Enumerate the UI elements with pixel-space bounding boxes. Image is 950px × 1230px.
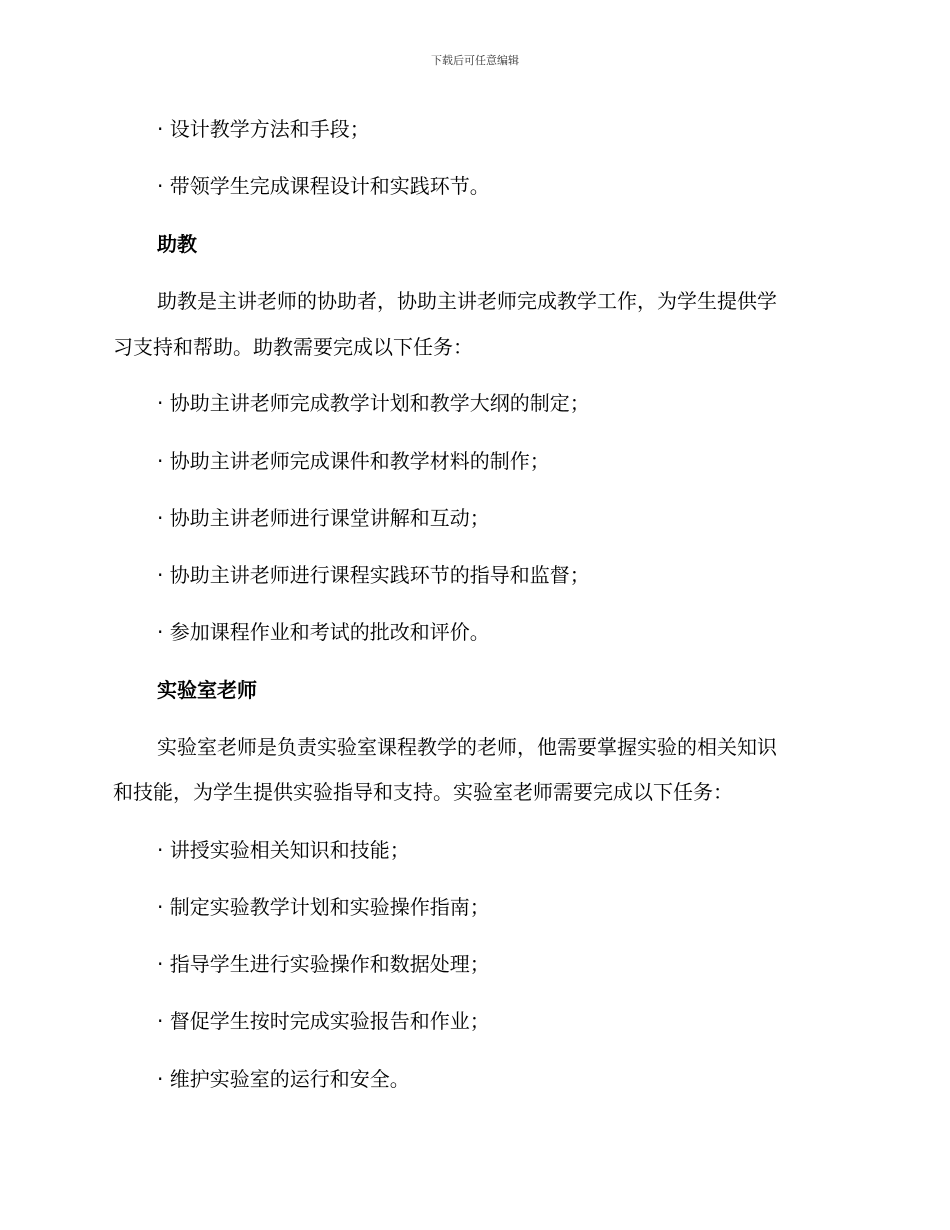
bullet-item: · 协助主讲老师完成教学计划和教学大纲的制定； xyxy=(157,391,590,415)
bullet-item: · 协助主讲老师进行课程实践环节的指导和监督； xyxy=(157,563,590,587)
section-heading: 助教 xyxy=(157,232,197,256)
paragraph-line: 实验室老师是负责实验室课程教学的老师，他需要掌握实验的相关知识 xyxy=(157,735,777,759)
section-heading: 实验室老师 xyxy=(157,678,257,702)
page-header: 下载后可任意编辑 xyxy=(431,54,519,67)
bullet-item: · 督促学生按时完成实验报告和作业； xyxy=(157,1009,490,1033)
bullet-item: · 设计教学方法和手段； xyxy=(157,117,370,141)
bullet-item: · 讲授实验相关知识和技能； xyxy=(157,838,410,862)
bullet-item: · 维护实验室的运行和安全。 xyxy=(157,1067,410,1091)
bullet-item: · 指导学生进行实验操作和数据处理； xyxy=(157,952,490,976)
bullet-item: · 协助主讲老师进行课堂讲解和互动； xyxy=(157,506,490,530)
bullet-item: · 制定实验教学计划和实验操作指南； xyxy=(157,895,490,919)
paragraph-line: 习支持和帮助。助教需要完成以下任务： xyxy=(113,335,473,359)
bullet-item: · 协助主讲老师完成课件和教学材料的制作； xyxy=(157,449,550,473)
bullet-item: · 参加课程作业和考试的批改和评价。 xyxy=(157,620,490,644)
bullet-item: · 带领学生完成课程设计和实践环节。 xyxy=(157,174,490,198)
paragraph-line: 助教是主讲老师的协助者，协助主讲老师完成教学工作，为学生提供学 xyxy=(157,289,777,313)
paragraph-line: 和技能，为学生提供实验指导和支持。实验室老师需要完成以下任务： xyxy=(113,780,733,804)
